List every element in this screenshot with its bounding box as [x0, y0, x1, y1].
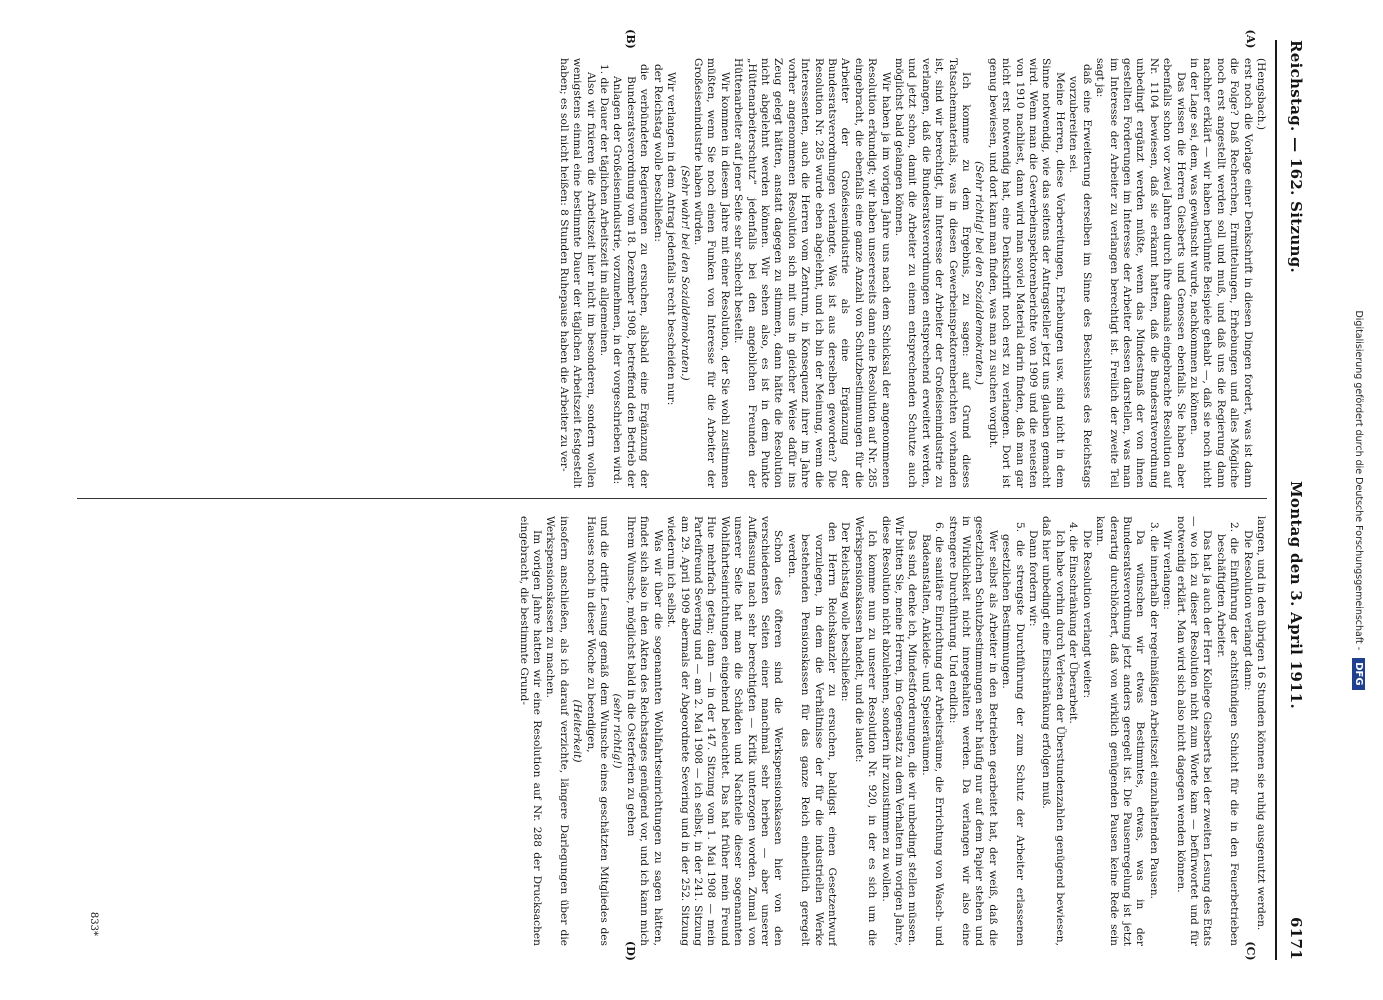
- header-page-number: 6171: [1287, 917, 1305, 960]
- margin-marker-d: (D): [624, 941, 637, 961]
- paragraph: Wir kommen in diesem Jahre mit einer Resolution, der Sie wohl zustimmen müßten, wenn Sie noch einen Funken von Interesse für die Arbeiter der Großeisenindustrie haben würden.: [691, 58, 731, 488]
- paragraph: und die dritte Lesung gemäß dem Wunsche eines geschätzten Mitgliedes des Hauses noch in dieser Woche zu beendigen,: [584, 516, 611, 946]
- interjection: (Heiterkeit): [571, 699, 584, 763]
- interjection: (Sehr richtig! bei den Sozialdemokraten.): [973, 161, 986, 385]
- paragraph: Wir verlangen:: [1161, 530, 1174, 610]
- resolution-item: 2. die Einführung der achtstündigen Schicht für die in den Feuerbetrieben beschäftigten Arbeiter.: [1214, 522, 1241, 946]
- paragraph: langen, und in den übrigen 16 Stunden können sie ruhig ausgenutzt werden.: [1255, 516, 1267, 931]
- paragraph: Schon des öfteren sind die Werkspensionskassen hier von den verschiedensten Seiten einer manchmal sehr herben — aber unserer Auffassung nach sehr berechtigten — Kritik unterzogen worden. Zumal von unserer Seite hat man die Schäden und Nachteile dieser sogenannten Wohlfahrtseinrichtungen eingehend beleuchtet. Das hat früher mein Freund Hue mehrfach getan; dann — in der 147. Sitzung vom 1. Mai 1908 — mein Parteifreund Severing und — am 2. Mai 1908 — ich selbst, in der 241. Sitzung am 29. April 1909 abermals der Abgeordnete Severing und in der 252. Sitzung wiederum ich selbst.: [665, 516, 785, 946]
- interjection: (sehr richtig!): [611, 693, 624, 769]
- resolution-intro: Der Reichstag wolle beschließen:: [839, 522, 852, 702]
- paragraph: Ich komme zu dem Ergebnis, zu sagen: auf Grund dieses Tatsachenmaterials, was in diesen Gewerbeinspektorenberichten vorhanden ist, sind wir berechtigt, im Interesse der Arbeiter der Großeisenindustrie zu verlangen, daß die Bundesratsverordnungen entsprechend erweitert werden, und jetzt schon, damit die Arbeiter zu einem entsprechenden Schutze auch möglichst bald gelangen können.: [893, 58, 973, 488]
- resolution-intro: der Reichstag wolle beschließen:: [651, 64, 664, 242]
- paragraph: Die Resolution verlangt weiter:: [1080, 530, 1093, 699]
- paragraph: Ich komme nun zu unserer Resolution Nr. 920, in der es sich um die Werkspensionskassen handelt, und die lautet:: [852, 516, 879, 946]
- paragraph: Das wissen die Herren Giesberts und Genossen ebenfalls. Sie haben aber ebenfalls schon vor zwei Jahren durch ihre damals eingebrachte Resolution auf Nr. 1104 bewiesen, daß sie erkannt hatten, daß die Bundesratverordnung unbedingt ergänzt werden müßte, wenn das Mindestmaß der von ihnen gestellten Forderungen im Interesse der Arbeiter dessen darstellen, was man im Interesse der Arbeiter zu verlangen berechtigt ist. Freilich der zweite Teil sagt ja:: [1094, 58, 1187, 488]
- resolution-item: 3. die innerhalb der regelmäßigen Arbeitszeit einzuhaltenden Pausen.: [1147, 522, 1160, 900]
- resolution-item: 4. die Einschränkung der Überarbeit.: [1067, 522, 1080, 724]
- paragraph: Wir verlangen in dem Antrag jedenfalls recht bescheiden nur:: [665, 72, 678, 406]
- page-content: [63, 29, 1313, 961]
- header-session: Reichstag. — 162. Sitzung.: [1287, 40, 1305, 274]
- digitization-note-text: Digitalisierung gefördert durch die Deutsche Forschungsgemeinschaft -: [1353, 310, 1365, 651]
- resolution-item: 1. die Dauer der täglichen Arbeitszeit im allgemeinen.: [598, 64, 611, 357]
- paragraph: Meine Herren, diese Vorbereitungen, Erhebungen usw. sind nicht in dem Sinne notwendig, wie das seitens der Antragsteller jetzt uns glauben gemacht wird. Wenn man die Gewerbeinspektorenberichte von 1909 und die neuesten von 1910 nachliest, dann wird man soviel Material darin finden, daß man gar nicht erst notwendig hat, eine Denkschrift noch erst zu verlangen. Dort ist genug bewiesen, und dort kann man finden, was man zu suchen vorgibt.: [986, 58, 1066, 488]
- paragraph: Dann fordern wir:: [1027, 530, 1040, 627]
- resolution-text: den Herrn Reichskanzler zu ersuchen, baldigst einen Gesetzentwurf vorzulegen, in dem die Verhältnisse der für die industriellen Werke bestehenden Pensionskassen für das ganze Reich einheitlich geregelt werden.: [785, 522, 838, 946]
- right-column: [77, 516, 1267, 946]
- paragraph: Ich habe vorhin durch Verlesen der Überstundenzahlen genügend bewiesen, daß hier unbedingt eine Einschränkung erfolgen muß.: [1040, 516, 1066, 946]
- paragraph: Im vorigen Jahre hatten wir eine Resolution auf Nr. 288 der Drucksachen eingebracht, die bestimmte Grund-: [517, 516, 544, 946]
- header-date: Montag den 3. April 1911.: [1287, 481, 1305, 710]
- paragraph: Wir haben ja im vorigen Jahre uns nach dem Schicksal der angenommenen Resolution erkundigt; wir haben unsererseits dann eine Resolution auf Nr. 285 eingebracht, die ebenfalls eine ganze Anzahl von Schutzbestimmungen für die Arbeiter der Großeisenindustrie als eine Ergänzung der Bundesratsverordnungen verlangte. Was ist aus derselben geworden? Die Resolution Nr. 285 wurde eben abgelehnt, und ich bin der Meinung, wenn die Interessenten, auch die Herren vom Zentrum, in Konsequenz ihrer im Jahre vorher angenommenen Resolution sich mit uns in gleicher Weise dafür ins Zeug gelegt hätten, anstatt dagegen zu stimmen, dann hätte die Resolution nicht abgelehnt werden können. Wir sehen also, es ist in dem Punkte „Hüttenarbeiterschutz“ jedenfalls bei den angeblichen Freunden der Hüttenarbeiter auf jener Seite sehr schlecht bestellt.: [732, 58, 892, 488]
- paragraph: Das hat ja auch der Herr Kollege Giesberts bei der zweiten Lesung des Etats — wo ich zu dieser Resolution nicht zum Worte kam — befürwortet und für notwendig erklärt. Man wird sich also nicht dagegen wenden können.: [1174, 516, 1214, 946]
- margin-marker-c: (C): [1244, 941, 1257, 961]
- page-signature: 833*: [88, 911, 99, 936]
- margin-marker-b: (B): [624, 29, 637, 49]
- paragraph: erst noch die Vorlage einer Denkschrift in diesen Dingen fordert, was ist dann die Folge? Daß Recherchen, Ermittelungen, Erhebungen und alles Mögliche noch erst angestellt werden soll und muß, und daß uns die Regierung dann nachher erklärt — wir haben berühmte Beispiele gehabt —, daß sie noch nicht in der Lage sei, dem, was gewünscht wurde, nachkommen zu können.: [1187, 58, 1254, 488]
- paragraph: Da wünschen wir etwas Bestimmtes, etwas, was in der Bundesratsverordnung jetzt anders geregelt ist. Die Pausenregelung ist jetzt derartig durchlöchert, daß von wirklich genügenden Pausen keine Rede sein kann.: [1094, 516, 1147, 946]
- text-columns: [77, 29, 1267, 961]
- page-header: [1279, 40, 1313, 960]
- dfg-logo: DFG: [1353, 658, 1366, 689]
- speaker-name: (Hengsbach.): [1255, 58, 1267, 131]
- quoted-resolution: daß eine Erweiterung derselben im Sinne des Beschlusses des Reichstags vorzubereiten sei.: [1067, 64, 1093, 488]
- resolution-item: 5. die strengste Durchführung der zum Schutz der Arbeiter erlassenen gesetzlichen Bestimmungen.: [1000, 522, 1026, 946]
- digitization-note: [1349, 0, 1369, 1000]
- header-rule: [1275, 40, 1277, 960]
- column-divider: [77, 498, 1267, 499]
- paragraph: insofern anschließen, als ich darauf verzichte, längere Darlegungen über die Werkspensionskassen zu machen.: [544, 516, 570, 946]
- paragraph: Was wir über die sogenannten Wohlfahrtseinrichtungen zu sagen hätten, findet sich also in den Akten des Reichstages genügend vor, und ich kann mich Ihrem Wunsche, möglichst bald in die Osterferien zu gehen: [624, 516, 664, 946]
- paragraph: Das sind, denke ich, Mindestforderungen, die wir unbedingt stellen müssen. Wir bitten Sie, meine Herren, im Gegensatz zu dem Verhalten im vorigen Jahre, diese Resolution nicht abzulehnen, sondern ihr zuzustimmen zu wollen.: [879, 516, 919, 946]
- paragraph: Die Resolution verlangt dann:: [1241, 530, 1254, 691]
- resolution-text: die verbündeten Regierungen zu ersuchen, alsbald eine Ergänzung der Bundesratsverordnung vom 18. Dezember 1908, betreffend den Betrieb der Anlagen der Großeisenindustrie, vorzunehmen, in der vorgeschrieben wird:: [611, 64, 651, 488]
- paragraph: Wer selbst als Arbeiter in den Betrieben gearbeitet hat, der weiß, daß die gesetzlichen Schutzbestimmungen sehr häufig nur auf dem Papier stehen und in Wirklichkeit nicht innegehalten werden. Da verlangen wir also eine strengere Durchführung. Und endlich:: [946, 516, 999, 946]
- left-column: [77, 58, 1267, 488]
- paragraph: Also wir fixieren die Arbeitszeit hier nicht im besonderen, sondern wollen wenigstens einmal eine bestimmte Dauer der täglichen Arbeitszeit festgestellt haben; es soll nicht heißen: 8 Stunden Ruhepause haben die Arbeiter zu ver-: [557, 58, 597, 488]
- resolution-item: 6. die sanitäre Einrichtung der Arbeitsräume, die Errichtung von Wasch- und Badeanstalten, Ankleide- und Speiseräumen.: [919, 522, 946, 946]
- interjection: (Sehr wahr! bei den Sozialdemokraten.): [678, 165, 691, 381]
- margin-marker-a: (A): [1244, 29, 1257, 49]
